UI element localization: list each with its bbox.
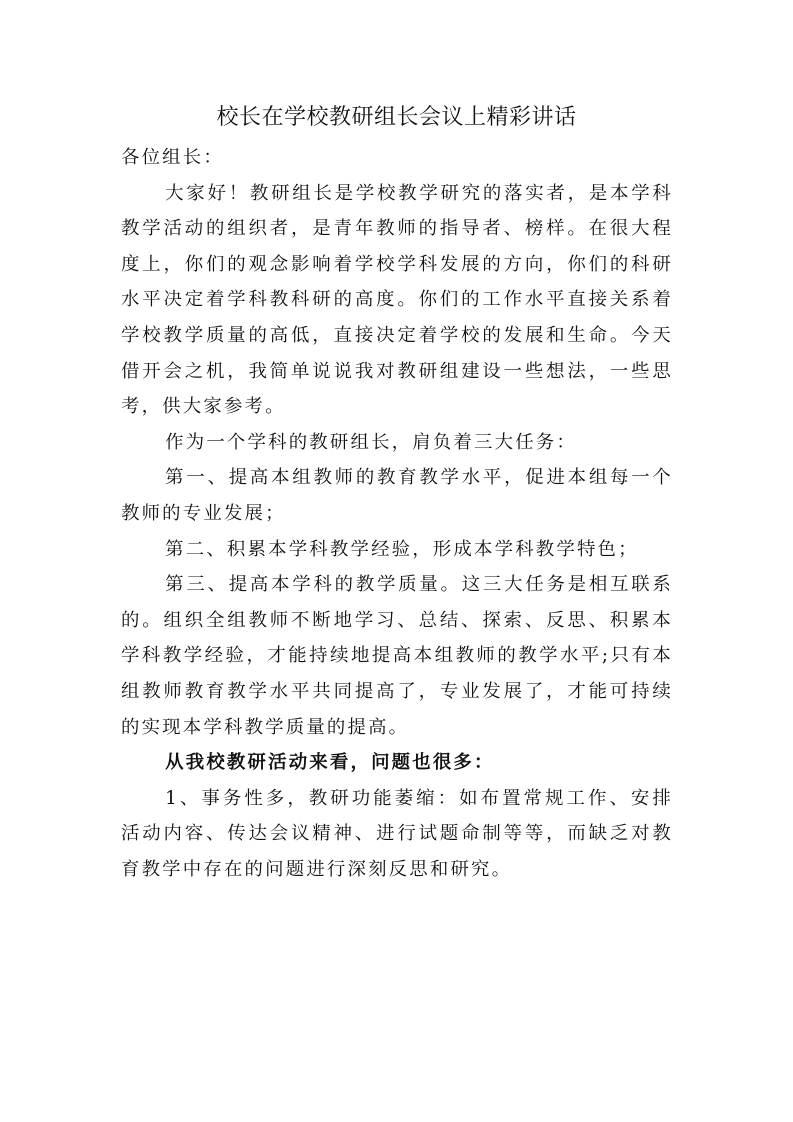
paragraph-task-three: 第三、提高本学科的教学质量。这三大任务是相互联系的。组织全组教师不断地学习、总结、探索、反思、积累本学科教学经验，才能持续地提高本组教师的教学水平;只有本组教师教育教学水平共同提高了，专业发展了，才能可持续的实现本学科教学质量的提高。 [121,574,673,738]
paragraph-problems-heading: 从我校教研活动来看，问题也很多： [165,752,495,774]
document-title: 校长在学校教研组长会议上精彩讲话 [216,105,577,130]
paragraph-three-tasks-intro: 作为一个学科的教研组长，肩负着三大任务： [165,431,577,453]
paragraph-task-one: 第一、提高本组教师的教育教学水平，促进本组每一个教师的专业发展； [121,467,673,524]
paragraph-problem-one: 1、事务性多，教研功能萎缩：如布置常规工作、安排活动内容、传达会议精神、进行试题命制等等，而缺乏对教育教学中存在的问题进行深刻反思和研究。 [121,787,673,880]
document-body [121,140,673,887]
paragraph-task-two: 第二、积累本学科教学经验，形成本学科教学特色； [165,538,639,560]
salutation: 各位组长： [121,147,224,168]
paragraph-greeting: 大家好！教研组长是学校教学研究的落实者，是本学科教学活动的组织者，是青年教师的指导者、榜样。在很大程度上，你们的观念影响着学校学科发展的方向，你们的科研水平决定着学科教科研的高度。你们的工作水平直接关系着学校教学质量的高低，直接决定着学校的发展和生命。今天借开会之机，我简单说说我对教研组建设一些想法，一些思考，供大家参考。 [121,182,673,418]
